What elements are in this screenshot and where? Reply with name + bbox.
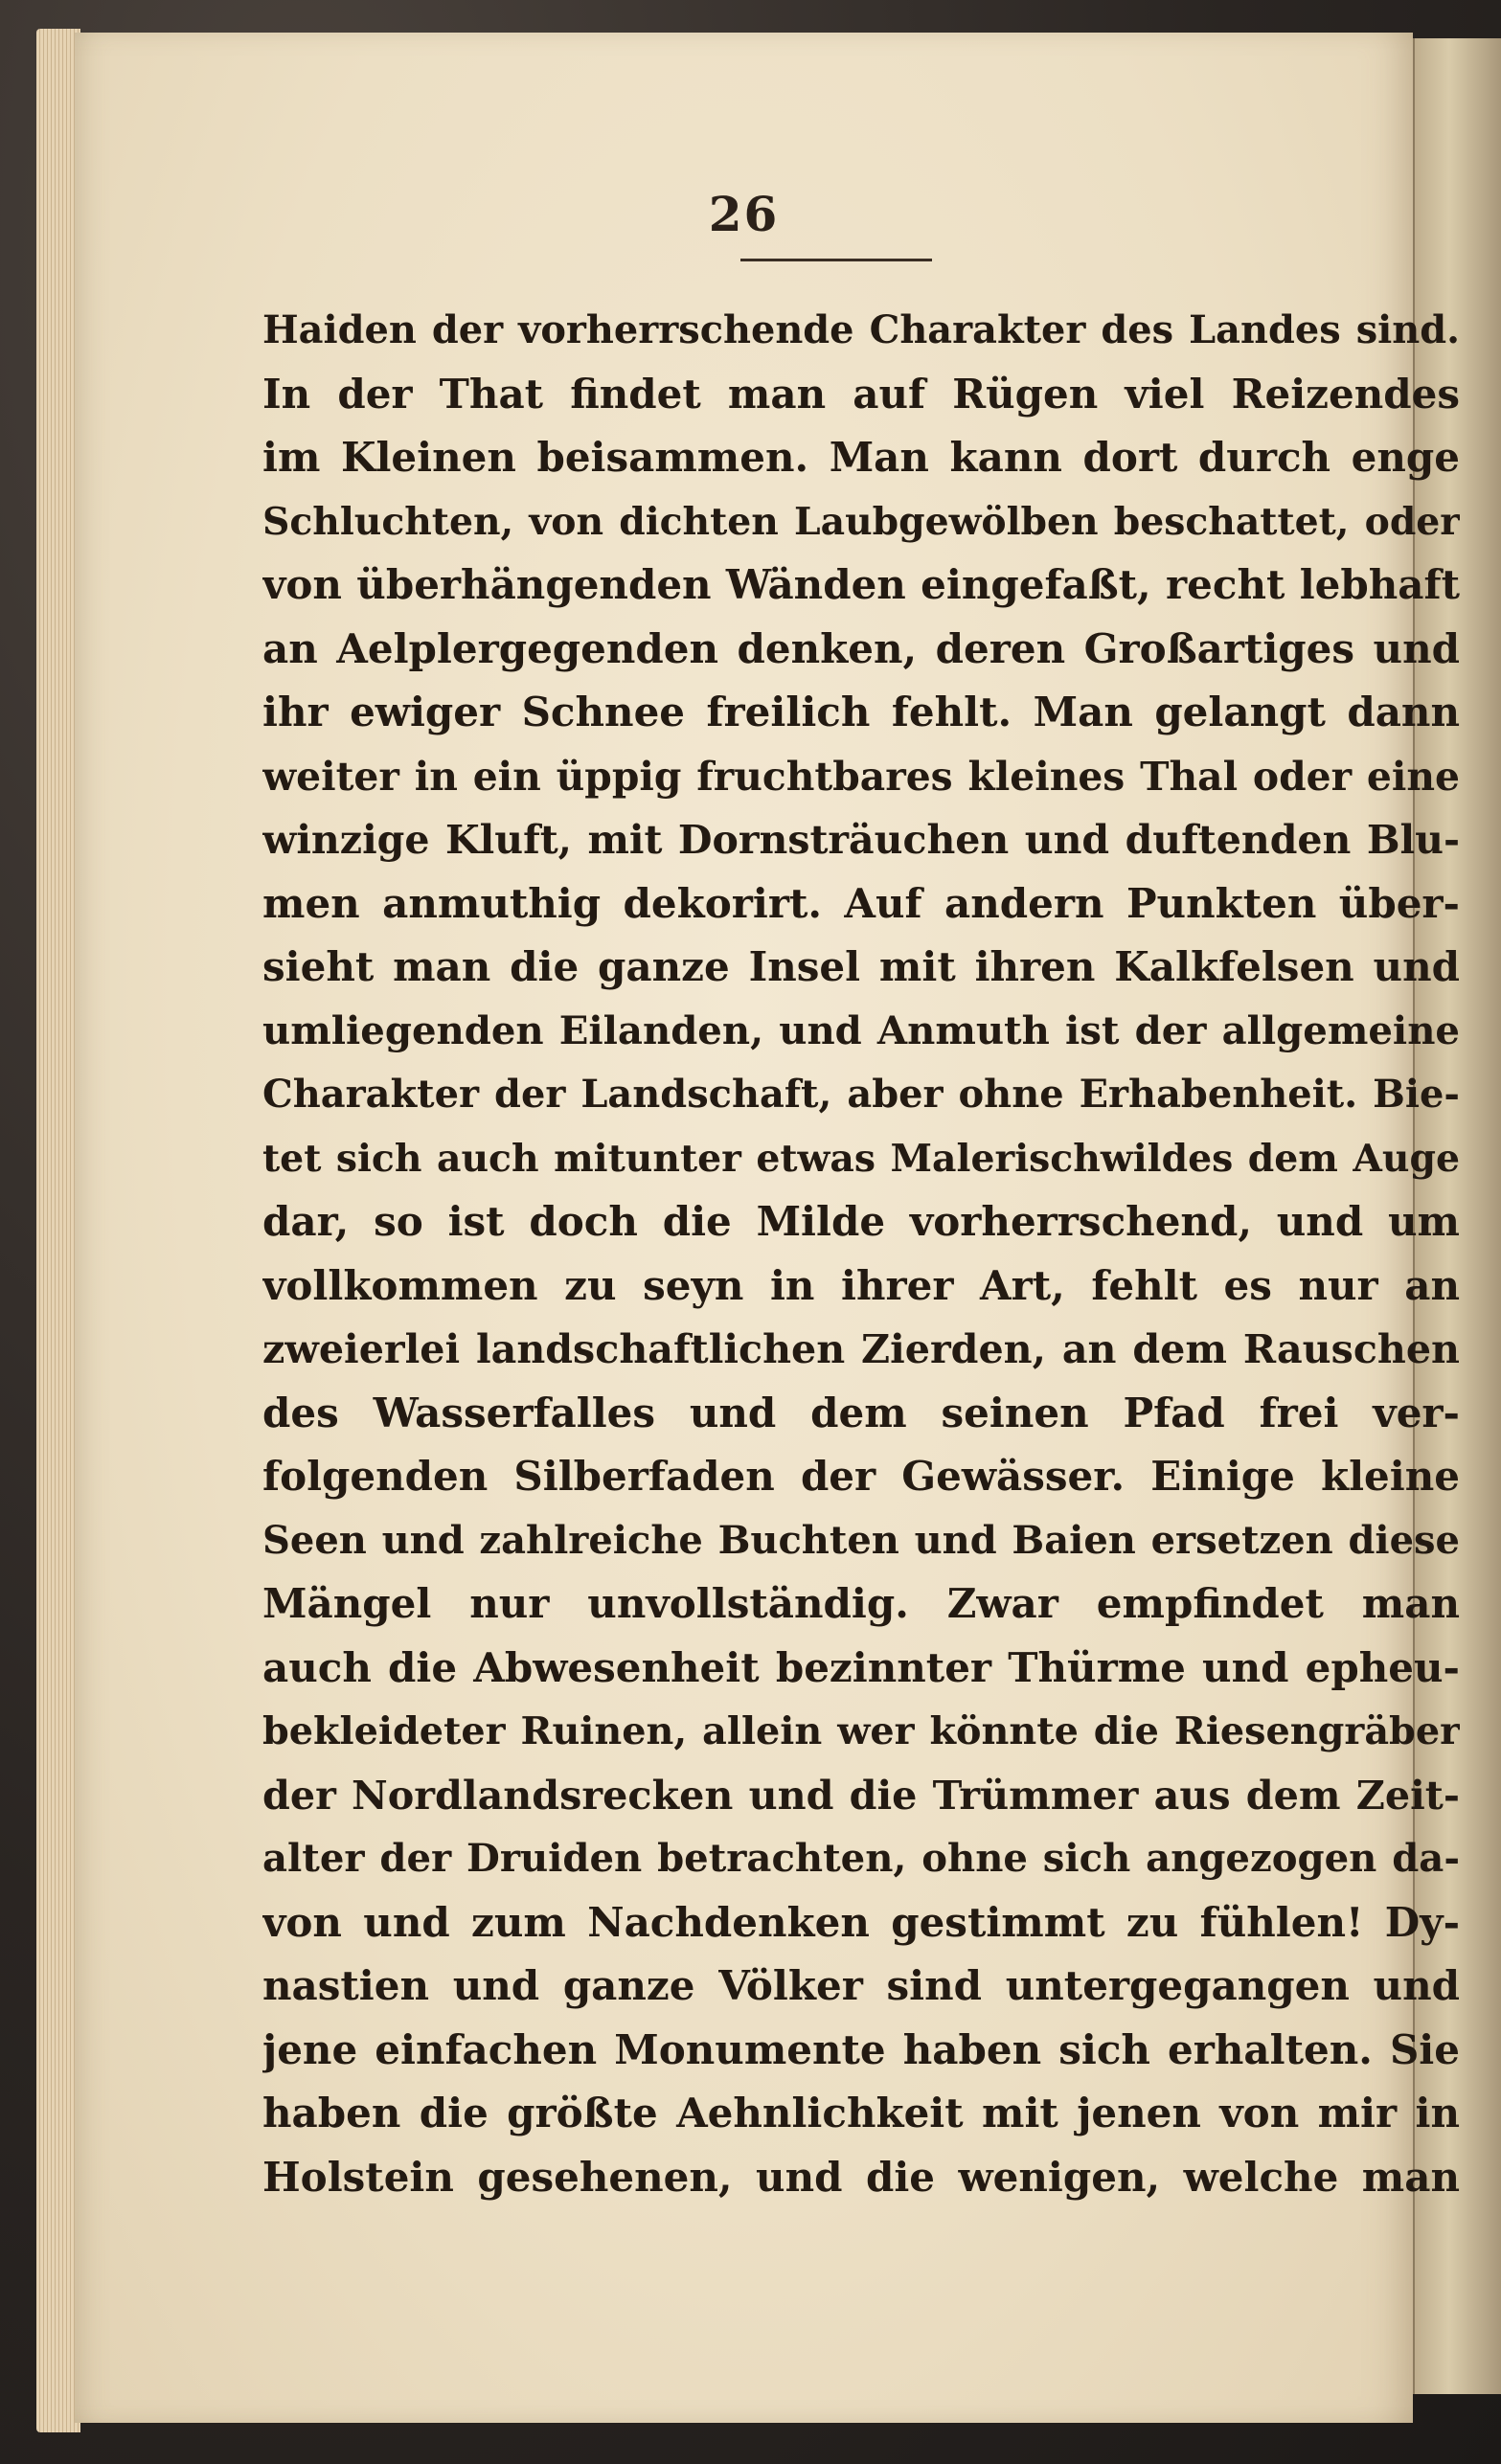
text-line: zweierlei landschaftlichen Zierden, an dem Rauschen (262, 1325, 1460, 1372)
text-line: Schluchten, von dichten Laubgewölben beschattet, oder (262, 499, 1460, 544)
text-line: tet sich auch mitunter etwas Malerischwildes dem Auge (262, 1136, 1460, 1181)
text-line: nastien und ganze Völker sind untergegangen und (262, 1962, 1460, 2009)
text-line: alter der Druiden betrachten, ohne sich angezogen da- (262, 1836, 1460, 1881)
text-line: Holstein gesehenen, und die wenigen, welche man (262, 2153, 1460, 2201)
text-line: bekleideter Ruinen, allein wer könnte die Riesengräber (262, 1709, 1460, 1753)
text-line: weiter in ein üppig fruchtbares kleines Thal oder eine (262, 753, 1460, 800)
text-line: Charakter der Landschaft, aber ohne Erhabenheit. Bie- (262, 1073, 1460, 1117)
text-line: Seen und zahlreiche Buchten und Baien ersetzen diese (262, 1517, 1460, 1563)
text-line: von und zum Nachdenken gestimmt zu fühlen! Dy- (262, 1898, 1460, 1946)
text-line: winzige Kluft, mit Dornsträuchen und duftenden Blu- (262, 816, 1460, 863)
text-line: dar, so ist doch die Milde vorherrschend, und um (262, 1198, 1460, 1245)
text-line: Mängel nur unvollständig. Zwar empfindet man (262, 1580, 1460, 1627)
text-line: Haiden der vorherrschende Charakter des Landes sind. (262, 308, 1460, 352)
text-line: der Nordlandsrecken und die Trümmer aus dem Zeit- (262, 1771, 1460, 1819)
body-text (262, 299, 1460, 2209)
text-line: umliegenden Eilanden, und Anmuth ist der allgemeine (262, 1007, 1460, 1053)
text-line: vollkommen zu seyn in ihrer Art, fehlt es nur an (262, 1261, 1460, 1309)
page-number: 26 (708, 186, 780, 242)
text-line: jene einfachen Monumente haben sich erhalten. Sie (262, 2025, 1460, 2073)
text-line: ihr ewiger Schnee freilich fehlt. Man gelangt dann (262, 689, 1460, 735)
book-page (75, 33, 1460, 2423)
text-line: men anmuthig dekorirt. Auf andern Punkten über- (262, 879, 1460, 927)
text-line: folgenden Silberfaden der Gewässer. Einige kleine (262, 1453, 1460, 1500)
text-line: haben die größte Aehnlichkeit mit jenen von mir in (262, 2090, 1460, 2136)
text-line: im Kleinen beisammen. Man kann dort durch enge (262, 434, 1460, 481)
text-line: auch die Abwesenheit bezinnter Thürme und epheu- (262, 1643, 1460, 1691)
text-line: des Wasserfalles und dem seinen Pfad frei ver- (262, 1389, 1460, 1436)
text-line: sieht man die ganze Insel mit ihren Kalkfelsen und (262, 943, 1460, 990)
text-line: von überhängenden Wänden eingefaßt, recht lebhaft (262, 561, 1460, 608)
page-number-rule (740, 259, 932, 261)
text-line: an Aelplergegenden denken, deren Großartiges und (262, 624, 1460, 672)
text-line: In der That findet man auf Rügen viel Reizendes (262, 370, 1460, 418)
